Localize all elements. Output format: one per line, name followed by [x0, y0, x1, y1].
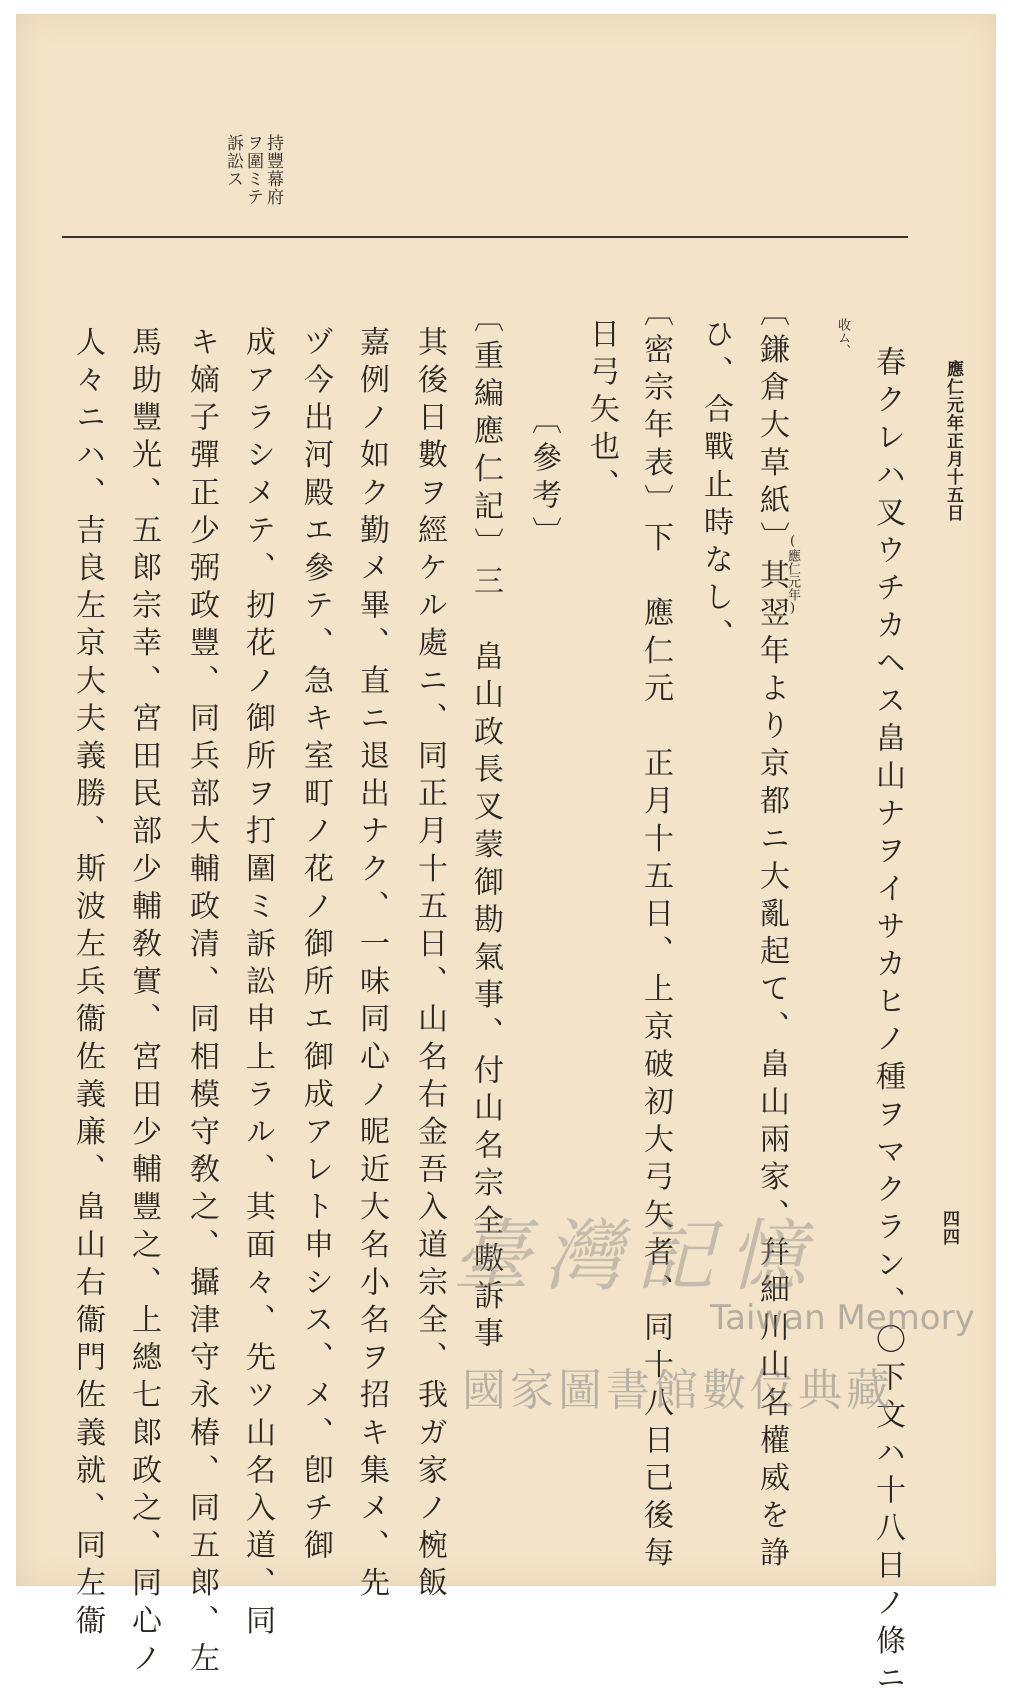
text-column-1-note: 收ム、	[835, 318, 850, 357]
text-column-2: 〔鎌倉大草紙〕其翌年より京都ニ大亂起て、畠山兩家、幷細川山名權威を諍	[754, 296, 789, 1575]
text-column-8: 其後日數ヲ經ケル處ニ、同正月十五日、山名右金吾入道宗全、我ガ家ノ椀飯	[412, 326, 447, 1605]
text-column-4: 〔密宗年表〕下 應仁元 正月十五日、上京破初大弓矢者、同十八日已後每	[638, 296, 673, 1575]
running-title: 應仁元年正月十五日	[943, 360, 963, 522]
library-watermark	[452, 1194, 992, 1454]
page-number: 四四	[939, 1210, 959, 1246]
watermark-chinese: 臺灣記憶	[452, 1212, 821, 1302]
text-column-14: 人々ニハ、吉良左京大夫義勝、斯波左兵衞佐義廉、畠山右衞門佐義就、同左衞	[70, 326, 105, 1642]
text-column-11: 成アラシメテ、扨花ノ御所ヲ打圍ミ訴訟申上ラル、其面々、先ツ山名入道、同	[240, 326, 275, 1642]
text-column-13: 馬助豐光、五郞宗幸、宮田民部少輔敎實、宮田少輔豐之、上總七郞政之、同心ノ	[126, 326, 161, 1680]
text-column-7: 〔重編應仁記〕三 畠山政長叉蒙御勘氣事、付山名宗全嗷訴事	[468, 302, 503, 1355]
book-page	[16, 14, 996, 1700]
margin-note-line-2: ヲ圍ミテ	[243, 134, 263, 206]
text-column-1: 春クレハ叉ウチカヘス畠山ナヲイサカヒノ種ヲマクラン、〇下文ハ十八日ノ條ニ	[870, 346, 905, 1700]
text-column-10: ヅ今出河殿エ參テ、急キ室町ノ花ノ御所エ御成アレト申シス、メ、卽チ御	[298, 326, 333, 1567]
watermark-library-name: 國家圖書館數位典藏	[462, 1365, 894, 1416]
header-rule	[62, 236, 908, 238]
text-column-3: ひ、合戰止時なし、	[698, 318, 733, 657]
text-column-12: キ嫡子彈正少弼政豐、同兵部大輔政清、同相模守敎之、攝津守永椿、同五郞、左	[184, 326, 219, 1680]
section-heading-sankou: 〔參考〕	[526, 404, 561, 555]
text-column-2-annotation: (應仁元年)	[785, 534, 800, 616]
margin-note-line-3: 訴訟ス	[223, 134, 243, 188]
watermark-english: Taiwan Memory	[710, 1298, 975, 1338]
text-column-9: 嘉例ノ如ク勤メ畢、直ニ退出ナク、一味同心ノ昵近大名小名ヲ招キ集メ、先	[354, 326, 389, 1605]
text-column-5: 日弓矢也、	[584, 318, 619, 506]
margin-note-line-1: 持豐幕府	[263, 134, 283, 206]
